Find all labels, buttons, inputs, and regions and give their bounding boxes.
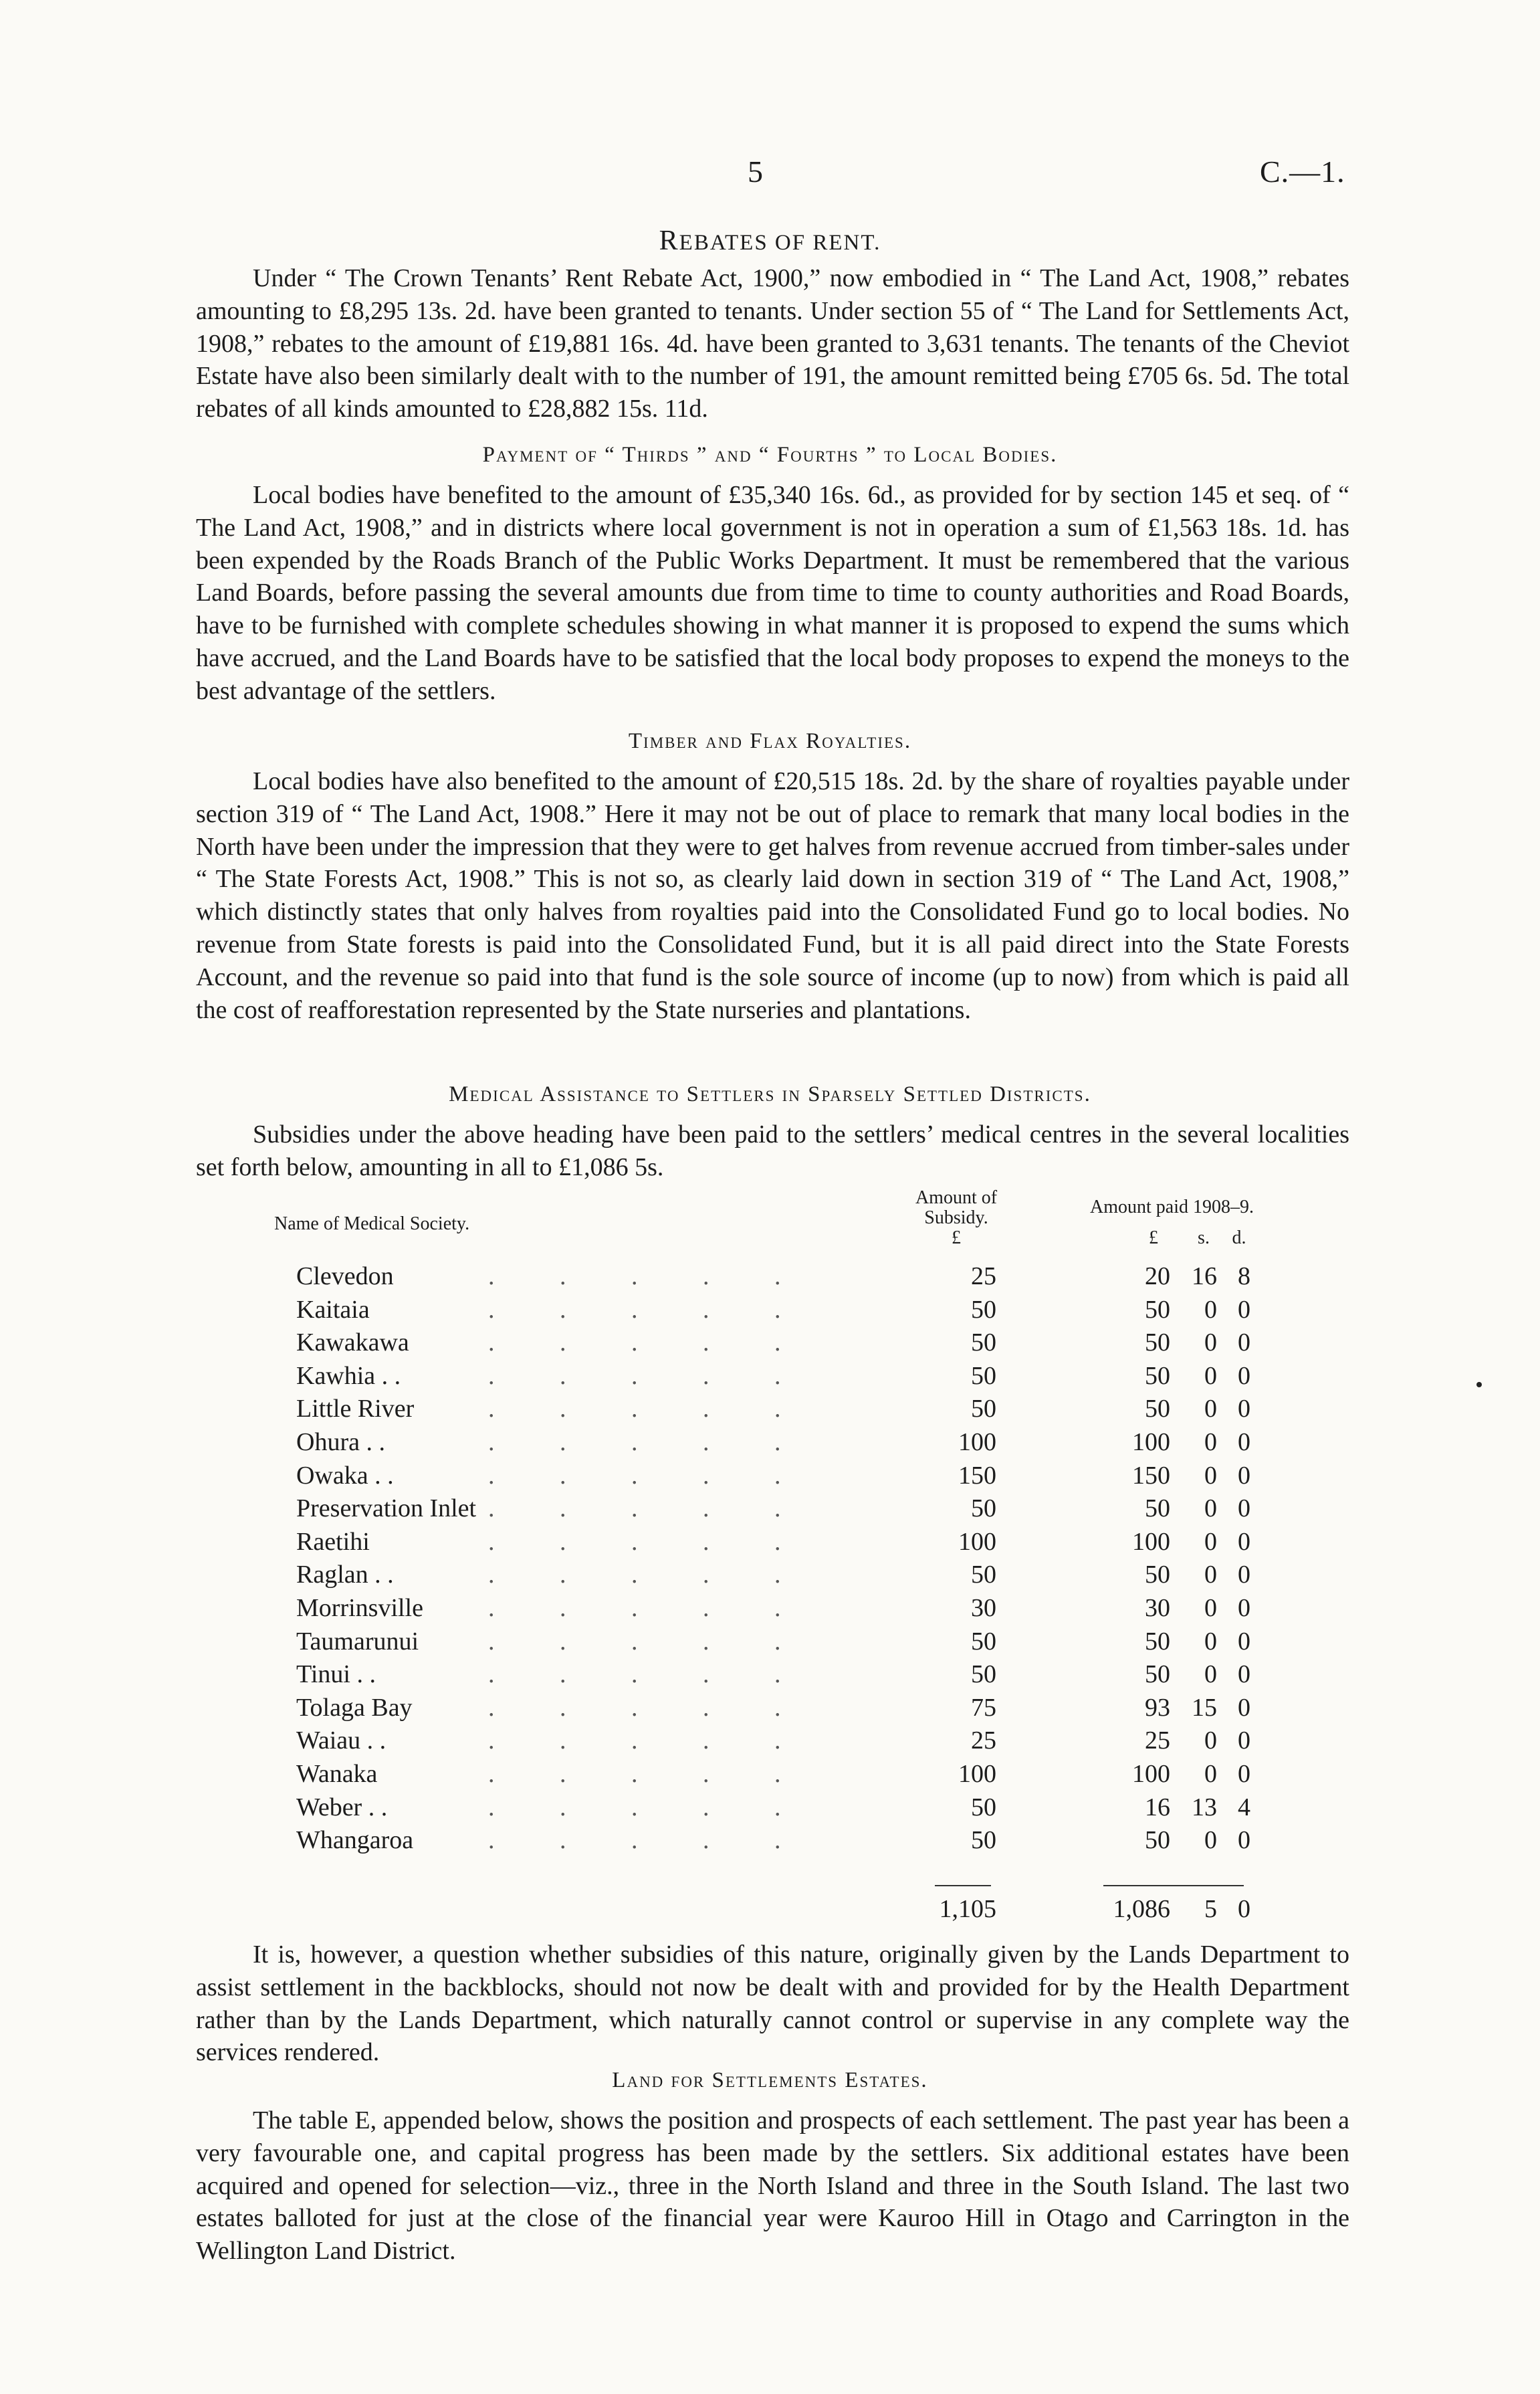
page-number: 5 — [748, 155, 763, 189]
rebates-paragraph: Under “ The Crown Tenants’ Rent Rebate Act, 1900,” now embodied in “ The Land Act, 1908,” rebates amounting to £8,295 13s. 2d. have been granted to tenants. Under section 55 of “ The Land for Settlements Act, 1908,” rebates to the amount of £19,881 16s. 4d. have been granted to 3,631 tenants. The tenants of the Cheviot Estate have also been similarly dealt with to the number of 191, the amount remitted being £705 6s. 5d. The total rebates of all kinds amounted to £28,882 15s. 11d. — [196, 264, 1349, 423]
paid-pounds: 30 — [1145, 1594, 1170, 1622]
paid-shillings: 0 — [1204, 1826, 1217, 1855]
subsidy-amount: 100 — [958, 1428, 996, 1456]
society-name: Clevedon — [296, 1262, 394, 1290]
paid-pounds: 100 — [1132, 1760, 1170, 1788]
paid-pounds: 20 — [1145, 1262, 1170, 1290]
dot-leader: . . . . . — [488, 1328, 810, 1357]
heading-rebates-initial: R — [659, 225, 679, 256]
society-name: Preservation Inlet — [296, 1494, 477, 1523]
paid-pence: 8 — [1238, 1262, 1250, 1290]
table-total-row — [0, 1894, 1540, 1928]
dot-leader: . . . . . — [488, 1726, 810, 1755]
col-header-subsidy-1: Amount of — [915, 1187, 998, 1208]
paid-shillings: 0 — [1204, 1760, 1217, 1788]
dot-leader: . . . . . — [488, 1760, 810, 1788]
heading-rebates-rest: EBATES OF RENT. — [679, 231, 881, 255]
paid-pounds: 50 — [1145, 1494, 1170, 1523]
paper-speck — [1476, 1382, 1482, 1387]
dot-leader: . . . . . — [488, 1693, 810, 1722]
paid-pence: 0 — [1238, 1328, 1250, 1357]
paid-pence: 0 — [1238, 1693, 1250, 1722]
paid-pence: 0 — [1238, 1494, 1250, 1523]
subsidy-amount: 50 — [971, 1660, 996, 1689]
col-header-pence: d. — [1232, 1227, 1246, 1248]
subsidy-amount: 50 — [971, 1793, 996, 1821]
dot-leader: . . . . . — [488, 1627, 810, 1656]
land-settlements-section — [196, 2104, 1349, 2268]
subsidy-amount: 25 — [971, 1262, 996, 1290]
after-table-paragraph: It is, however, a question whether subsidies of this nature, originally given by the Lands Department to assist settlement in the backblocks, should not now be dealt with and provided for by the Health Department rather than by the Lands Department, which naturally cannot control or supervise in any complete way the services rendered. — [196, 1940, 1349, 2067]
paid-pence: 0 — [1238, 1527, 1250, 1556]
society-name: Kawhia . . — [296, 1361, 401, 1390]
timber-section — [196, 765, 1349, 1026]
paid-pounds: 100 — [1132, 1428, 1170, 1456]
rebates-section — [196, 262, 1349, 425]
col-header-subsidy-2: Subsidy. — [924, 1207, 988, 1228]
society-name: Kawakawa — [296, 1328, 409, 1357]
paid-shillings: 16 — [1192, 1262, 1217, 1290]
dot-leader: . . . . . — [488, 1461, 810, 1490]
dot-leader: . . . . . — [488, 1594, 810, 1622]
col-header-subsidy-unit: £ — [952, 1227, 961, 1248]
society-name: Ohura . . — [296, 1428, 385, 1456]
paid-shillings: 0 — [1204, 1461, 1217, 1490]
paid-pounds: 150 — [1132, 1461, 1170, 1490]
medical-section — [196, 1118, 1349, 1184]
total-pence: 0 — [1238, 1895, 1250, 1923]
total-shillings: 5 — [1204, 1895, 1217, 1923]
table-row — [0, 1527, 1540, 1561]
society-name: Kaitaia — [296, 1295, 370, 1324]
total-rule-paid — [1103, 1885, 1244, 1886]
paid-shillings: 0 — [1204, 1627, 1217, 1656]
thirds-paragraph: Local bodies have benefited to the amount of £35,340 16s. 6d., as provided for by section 145 et seq. of “ The Land Act, 1908,” and in districts where local government is not in operation a sum of £1,563 18s. 1d. has been expended by the Roads Branch of the Public Works Department. It must be remembered that the various Land Boards, before passing the several amounts due from time to time to county authorities and Road Boards, have to be furnished with complete schedules showing in what manner it is proposed to expend the sums which have accrued, and the Land Boards have to be satisfied that the local body proposes to expend the moneys to the best advantage of the settlers. — [196, 481, 1349, 705]
subsidy-amount: 100 — [958, 1527, 996, 1556]
subsidy-amount: 25 — [971, 1726, 996, 1755]
dot-leader: . . . . . — [488, 1494, 810, 1523]
dot-leader: . . . . . — [488, 1295, 810, 1324]
society-name: Taumarunui — [296, 1627, 419, 1656]
land-settlements-paragraph: The table E, appended below, shows the position and prospects of each settlement. The past year has been a very favourable one, and capital progress has been made by the settlers. Six additional estates have been acquired and opened for selection—viz., three in the North Island and three in the South Island. The last two estates balloted for just at the close of the financial year were Kauroo Hill in Otago and Carrington in the Wellington Land District. — [196, 2106, 1349, 2266]
society-name: Owaka . . — [296, 1461, 394, 1490]
paid-pence: 4 — [1238, 1793, 1250, 1821]
subsidy-amount: 150 — [958, 1461, 996, 1490]
subsidy-amount: 50 — [971, 1627, 996, 1656]
heading-thirds-fourths: Payment of “ Thirds ” and “ Fourths ” to Local Bodies. — [482, 443, 1058, 467]
paid-pounds: 50 — [1145, 1627, 1170, 1656]
dot-leader: . . . . . — [488, 1561, 810, 1589]
total-pounds: 1,086 — [1113, 1895, 1170, 1923]
table-row — [0, 1793, 1540, 1826]
dot-leader: . . . . . — [488, 1262, 810, 1290]
paid-pence: 0 — [1238, 1461, 1250, 1490]
society-name: Morrinsville — [296, 1594, 423, 1622]
table-row — [0, 1427, 1540, 1461]
paid-pounds: 50 — [1145, 1395, 1170, 1423]
society-name: Waiau . . — [296, 1726, 387, 1755]
total-subsidy: 1,105 — [939, 1895, 996, 1923]
paid-pence: 0 — [1238, 1395, 1250, 1423]
table-row — [0, 1660, 1540, 1693]
col-header-paid: Amount paid 1908–9. — [1090, 1197, 1254, 1217]
dot-leader: . . . . . — [488, 1793, 810, 1821]
table-row — [0, 1461, 1540, 1494]
subsidy-amount: 100 — [958, 1760, 996, 1788]
paid-shillings: 0 — [1204, 1660, 1217, 1689]
thirds-section — [196, 479, 1349, 708]
paid-shillings: 0 — [1204, 1594, 1217, 1622]
total-rule-subsidy — [935, 1885, 991, 1886]
paid-pence: 0 — [1238, 1760, 1250, 1788]
table-row — [0, 1262, 1540, 1295]
medical-paragraph: Subsidies under the above heading have been paid to the settlers’ medical centres in the several localities set forth below, amounting in all to £1,086 5s. — [196, 1120, 1349, 1181]
subsidy-amount: 50 — [971, 1395, 996, 1423]
paid-shillings: 15 — [1192, 1693, 1217, 1722]
society-name: Tinui . . — [296, 1660, 376, 1689]
paid-pence: 0 — [1238, 1627, 1250, 1656]
paid-shillings: 0 — [1204, 1328, 1217, 1357]
subsidy-amount: 50 — [971, 1494, 996, 1523]
paid-pence: 0 — [1238, 1660, 1250, 1689]
paid-pence: 0 — [1238, 1594, 1250, 1622]
paid-pence: 0 — [1238, 1361, 1250, 1390]
col-header-name: Name of Medical Society. — [274, 1213, 470, 1234]
table-row — [0, 1759, 1540, 1793]
paid-pence: 0 — [1238, 1561, 1250, 1589]
table-row — [0, 1593, 1540, 1627]
table-row — [0, 1693, 1540, 1726]
paid-shillings: 0 — [1204, 1361, 1217, 1390]
paid-pounds: 50 — [1145, 1361, 1170, 1390]
paid-shillings: 0 — [1204, 1726, 1217, 1755]
society-name: Weber . . — [296, 1793, 388, 1821]
paid-pence: 0 — [1238, 1428, 1250, 1456]
heading-timber-flax: Timber and Flax Royalties. — [628, 729, 912, 753]
dot-leader: . . . . . — [488, 1361, 810, 1390]
subsidy-amount: 30 — [971, 1594, 996, 1622]
heading-rebates — [0, 225, 1540, 257]
table-row — [0, 1560, 1540, 1593]
table-row — [0, 1361, 1540, 1395]
subsidy-amount: 50 — [971, 1328, 996, 1357]
timber-paragraph: Local bodies have also benefited to the amount of £20,515 18s. 2d. by the share of royalties payable under section 319 of “ The Land Act, 1908.” Here it may not be out of place to remark that many local bodies in the North have been under the impression that they were to get halves from revenue accrued from timber-sales under “ The State Forests Act, 1908.” This is not so, as clearly laid down in section 319 of “ The Land Act, 1908,” which distinctly states that only halves from royalties paid into the Consolidated Fund go to local bodies. No revenue from State forests is paid into the Consolidated Fund, but it is all paid direct into the State Forests Account, and the revenue so paid into that fund is the sole source of income (up to now) from which is paid all the cost of reafforestation represented by the State nurseries and plantations. — [196, 767, 1349, 1024]
paid-pence: 0 — [1238, 1295, 1250, 1324]
paid-pounds: 50 — [1145, 1660, 1170, 1689]
society-name: Little River — [296, 1395, 415, 1423]
paid-shillings: 0 — [1204, 1561, 1217, 1589]
paid-pounds: 50 — [1145, 1561, 1170, 1589]
table-row — [0, 1328, 1540, 1361]
dot-leader: . . . . . — [488, 1395, 810, 1423]
society-name: Raetihi — [296, 1527, 370, 1556]
paid-pence: 0 — [1238, 1826, 1250, 1855]
heading-medical-assistance: Medical Assistance to Settlers in Sparsely Settled Districts. — [449, 1082, 1091, 1106]
paid-pounds: 25 — [1145, 1726, 1170, 1755]
paid-shillings: 13 — [1192, 1793, 1217, 1821]
paid-pounds: 93 — [1145, 1693, 1170, 1722]
paid-shillings: 0 — [1204, 1295, 1217, 1324]
dot-leader: . . . . . — [488, 1826, 810, 1855]
society-name: Raglan . . — [296, 1561, 394, 1589]
society-name: Whangaroa — [296, 1826, 414, 1855]
document-reference: C.—1. — [1260, 155, 1345, 189]
subsidy-amount: 75 — [971, 1693, 996, 1722]
paid-pounds: 50 — [1145, 1328, 1170, 1357]
subsidy-amount: 50 — [971, 1826, 996, 1855]
society-name: Wanaka — [296, 1760, 378, 1788]
dot-leader: . . . . . — [488, 1428, 810, 1456]
table-row — [0, 1295, 1540, 1328]
table-row — [0, 1627, 1540, 1660]
col-header-pounds: £ — [1149, 1227, 1158, 1248]
subsidy-amount: 50 — [971, 1361, 996, 1390]
after-table-section — [196, 1938, 1349, 2069]
paid-pence: 0 — [1238, 1726, 1250, 1755]
paid-shillings: 0 — [1204, 1527, 1217, 1556]
society-name: Tolaga Bay — [296, 1693, 413, 1722]
subsidy-amount: 50 — [971, 1295, 996, 1324]
col-header-shillings: s. — [1198, 1227, 1210, 1248]
paid-shillings: 0 — [1204, 1395, 1217, 1423]
dot-leader: . . . . . — [488, 1660, 810, 1689]
paid-shillings: 0 — [1204, 1428, 1217, 1456]
table-row — [0, 1394, 1540, 1427]
table-row — [0, 1825, 1540, 1859]
paid-pounds: 16 — [1145, 1793, 1170, 1821]
table-row — [0, 1494, 1540, 1527]
heading-land-settlements: Land for Settlements Estates. — [612, 2068, 928, 2092]
paid-pounds: 50 — [1145, 1295, 1170, 1324]
table-row — [0, 1726, 1540, 1759]
paid-shillings: 0 — [1204, 1494, 1217, 1523]
subsidy-amount: 50 — [971, 1561, 996, 1589]
paid-pounds: 100 — [1132, 1527, 1170, 1556]
paid-pounds: 50 — [1145, 1826, 1170, 1855]
dot-leader: . . . . . — [488, 1527, 810, 1556]
